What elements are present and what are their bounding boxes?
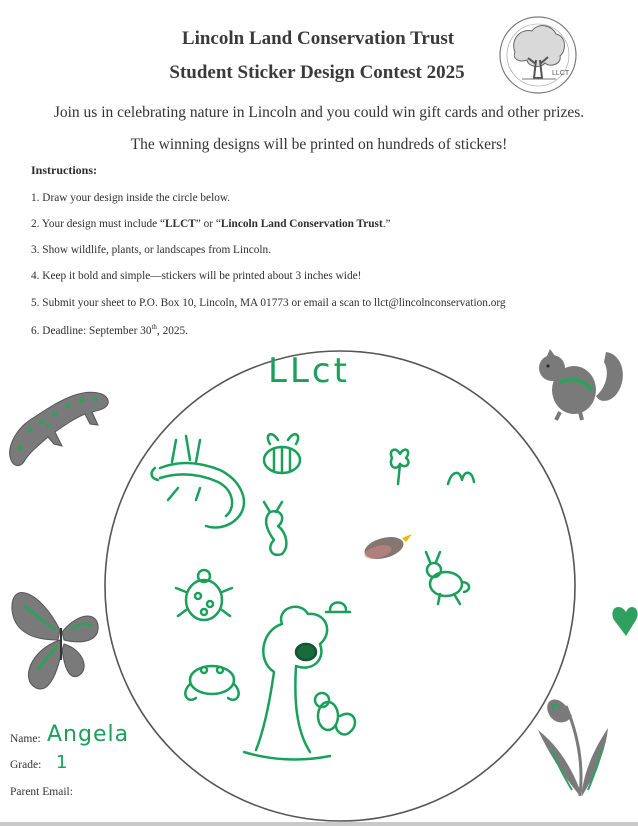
step2-bold-llct: LLCT [165,218,196,230]
salamander-drawing [152,436,244,528]
ladyslipper-decoration [538,699,608,796]
instruction-step-6 [31,323,188,337]
parent-email-label: Parent Email: [10,786,73,798]
crayon-smudge [362,533,412,563]
instruction-step-1: 1. Draw your design inside the circle below. [31,192,231,204]
squirrel-drawing [315,693,355,734]
step2-suffix: .” [382,218,391,230]
frog-drawing [185,666,238,700]
logo-text: LLCT [552,70,570,77]
snail-drawing [326,603,350,613]
intro-line-1: Join us in celebrating nature in Lincoln and you could win gift cards and other prizes. [53,104,585,121]
intro-line-2: The winning designs will be printed on hundreds of stickers! [130,136,508,153]
scan-edge [0,822,638,826]
butterfly-decoration [12,593,98,689]
caterpillar-drawing [264,502,286,555]
drawing-circle [105,351,575,821]
bee-drawing [264,434,300,473]
step2-prefix: 2. Your design must include “ [31,218,165,230]
salamander-decoration [10,392,109,465]
instruction-step-3: 3. Show wildlife, plants, or landscapes from Lincoln. [31,244,272,256]
grade-label: Grade: [10,759,42,771]
step6-prefix: 6. Deadline: September 30 [31,324,152,337]
step6-suffix: , 2025. [156,324,188,337]
instructions-heading: Instructions: [31,163,98,177]
turtle-drawing [176,570,232,620]
flower-drawing [391,450,409,484]
title-line-1: Lincoln Land Conservation Trust [181,28,455,49]
grade-value: 1 [56,752,68,773]
handwritten-llct: LLct [268,351,350,391]
step2-mid: ” or “ [195,218,221,230]
student-drawing [152,434,474,759]
instruction-step-4: 4. Keep it bold and simple—stickers will be printed about 3 inches wide! [31,270,362,282]
heart-decoration [612,607,637,636]
bird-drawing [448,473,474,484]
instruction-step-2 [31,218,391,230]
name-label: Name: [10,733,41,745]
llct-tree-logo [500,17,576,93]
chipmunk-decoration [539,349,623,420]
title-line-2: Student Sticker Design Contest 2025 [169,62,465,83]
tree-drawing [244,607,330,760]
step2-bold-name: Lincoln Land Conservation Trust [220,218,383,230]
name-value: Angela [47,722,130,747]
step6-sup: th [151,323,157,331]
instruction-step-5: 5. Submit your sheet to P.O. Box 10, Lincoln, MA 01773 or email a scan to llct@lincolnconservation.org [31,297,506,309]
rabbit-drawing [426,552,469,604]
